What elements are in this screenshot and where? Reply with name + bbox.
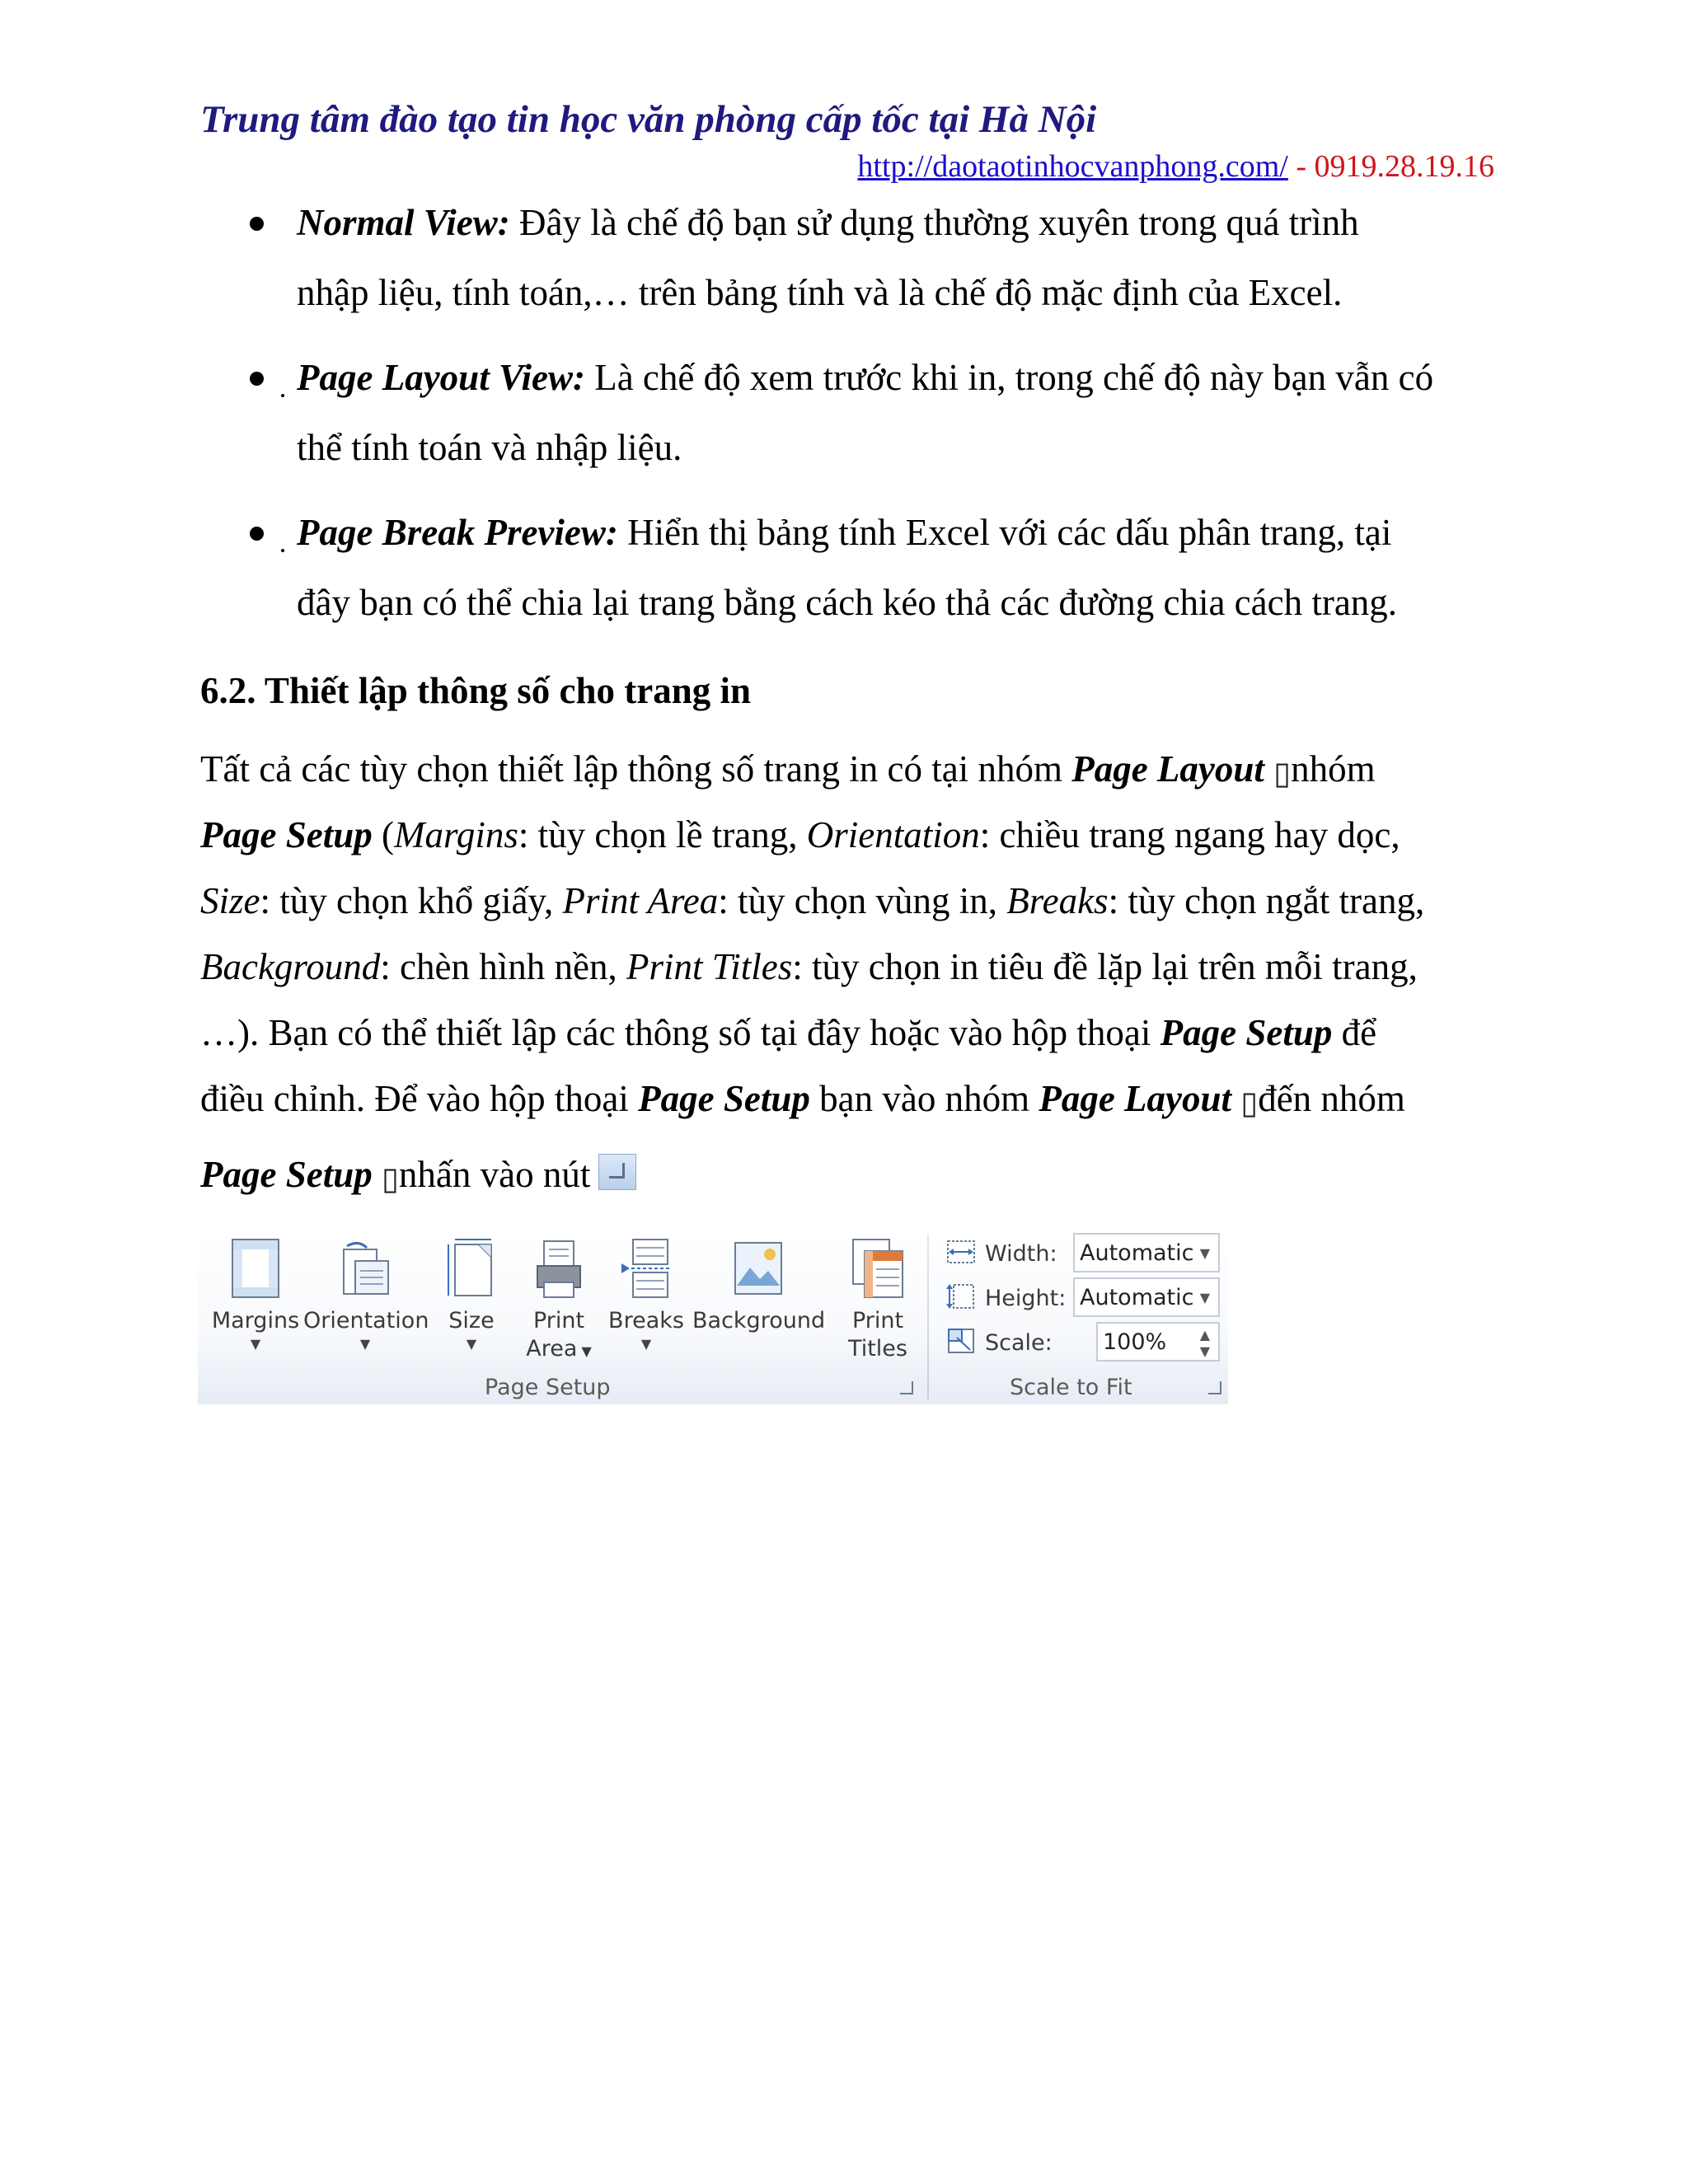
bullet-2-line-1 [297,359,1433,396]
scale-label: Scale: [985,1330,1053,1356]
contact-separator: - [1287,149,1315,184]
emphasis: Page Setup [200,814,373,855]
page-setup-dialog-launcher[interactable] [900,1381,913,1394]
italic-term: Orientation [806,814,980,855]
bullet-dot [250,217,264,231]
emphasis: Page Layout [1039,1078,1232,1119]
para-line-2 [200,814,1400,855]
height-icon [945,1282,977,1310]
bullet-1-line-2: nhập liệu, tính toán,… trên bảng tính và là chế độ mặc định của Excel. [297,272,1343,313]
stray-dot [281,394,284,397]
print-titles-label-1: Print [851,1308,904,1333]
bullet-2-text: Là chế độ xem trước khi in, trong chế độ này bạn vẫn có [584,357,1434,398]
width-icon [945,1238,977,1266]
para-line-6 [200,1078,1405,1121]
italic-term: Background [200,946,381,987]
section-heading: 6.2. Thiết lập thông số cho trang in [200,670,752,711]
text: : tùy chọn ngắt trang, [1108,880,1425,921]
text: để [1332,1012,1377,1053]
chevron-down-icon: ▼ [1199,1290,1210,1305]
stray-dot [281,549,284,552]
width-label: Width: [985,1241,1057,1267]
chevron-down-icon: ▼ [1199,1245,1210,1261]
text: …). Bạn có thể thiết lập các thông số tại đây hoặc vào hộp thoại [200,1012,1160,1053]
bullet-3-line-1 [297,514,1391,551]
phone-number: 0919.28.19.16 [1314,149,1494,184]
background-button[interactable] [692,1238,824,1335]
orientation-label: Orientation [303,1308,429,1333]
para-line-7 [200,1154,636,1197]
website-link[interactable]: http://daotaotinhocvanphong.com/ [857,149,1288,184]
para-line-5 [200,1012,1377,1053]
bullet-3-line-2: đây bạn có thể chia lại trang bằng cách kéo thả các đường chia cách trang. [297,582,1398,623]
height-value: Automatic [1080,1285,1194,1310]
margins-icon [229,1238,282,1299]
para-line-3 [200,880,1425,921]
group-divider [927,1235,929,1399]
bullet-1-line-1 [297,204,1359,241]
scale-to-fit-dialog-launcher[interactable] [1208,1381,1221,1394]
italic-term: Print Titles [626,946,793,987]
text: : tùy chọn in tiêu đề lặp lại trên mỗi trang, [792,946,1418,987]
print-titles-label-2: Titles [848,1336,907,1361]
bullet-1-term: Normal View: [297,202,510,243]
margins-label: Margins [211,1308,300,1333]
scale-icon [945,1327,977,1355]
spinner-arrows-icon[interactable]: ▲ ▼ [1199,1327,1210,1359]
breaks-label: Breaks [608,1308,684,1333]
print-area-button[interactable] [518,1238,600,1366]
dropdown-arrow-icon: ▼ [466,1336,477,1352]
italic-term: Size [200,880,260,921]
height-label: Height: [985,1286,1067,1311]
text: ( [372,814,394,855]
text: : chiều trang ngang hay dọc, [979,814,1400,855]
missing-arrow-icon: ▯ [1273,754,1292,791]
missing-arrow-icon: ▯ [382,1160,399,1197]
italic-term: Breaks [1006,880,1109,921]
size-icon [445,1238,498,1299]
size-button[interactable] [430,1238,513,1353]
print-area-icon [532,1238,585,1299]
print-titles-icon [851,1238,904,1299]
width-value: Automatic [1080,1240,1194,1266]
background-label: Background [692,1308,826,1333]
text: : chèn hình nền, [380,946,626,987]
page-layout-ribbon [198,1230,1228,1404]
bullet-1-text: Đây là chế độ bạn sử dụng thường xuyên trong quá trình [509,202,1359,243]
scale-spinner[interactable] [1096,1322,1220,1361]
breaks-icon [620,1238,673,1299]
bullet-3-term: Page Break Preview: [297,512,618,553]
text: bạn vào nhóm [809,1078,1039,1119]
page-setup-group-label: Page Setup [485,1375,611,1400]
text: đến nhóm [1258,1078,1405,1119]
emphasis: Page Layout [1071,748,1264,790]
bullet-2-term: Page Layout View: [297,357,585,398]
bullet-dot [250,527,264,541]
emphasis: Page Setup [638,1078,810,1119]
text: nhóm [1291,748,1376,790]
text: : tùy chọn khổ giấy, [260,880,563,921]
emphasis: Page Setup [1160,1012,1333,1053]
dropdown-arrow-icon: ▼ [640,1336,652,1352]
orientation-icon [339,1238,392,1299]
text: nhấn vào nút [398,1154,591,1195]
emphasis: Page Setup [200,1154,373,1195]
bullet-dot [250,372,264,386]
print-area-label-1: Print [532,1308,585,1333]
header-title: Trung tâm đào tạo tin học văn phòng cấp tốc tại Hà Nội [200,98,1097,141]
text: : tùy chọn lề trang, [518,814,807,855]
margins-button[interactable] [206,1238,305,1353]
scale-to-fit-group-label: Scale to Fit [1010,1375,1132,1400]
size-label: Size [448,1308,495,1333]
breaks-button[interactable] [605,1238,687,1353]
para-line-4 [200,946,1418,987]
text: : tùy chọn vùng in, [718,880,1007,921]
para-line-1 [200,748,1376,791]
print-titles-button[interactable] [832,1238,923,1363]
height-select[interactable] [1073,1277,1220,1317]
background-icon [732,1238,785,1299]
dropdown-arrow-icon: ▼ [250,1336,261,1352]
width-select[interactable] [1073,1233,1220,1272]
header-contact [857,148,1494,185]
print-area-label-2: Area ▼ [526,1336,592,1361]
text: Tất cả các tùy chọn thiết lập thông số trang in có tại nhóm [200,748,1072,790]
text: điều chỉnh. Để vào hộp thoại [200,1078,639,1119]
scale-value: 100% [1103,1329,1167,1355]
italic-term: Print Area [562,880,719,921]
missing-arrow-icon: ▯ [1240,1084,1259,1121]
dialog-launcher-icon [598,1154,636,1190]
italic-term: Margins [394,814,518,855]
bullet-3-text: Hiển thị bảng tính Excel với các dấu phân trang, tại [617,512,1392,553]
orientation-button[interactable] [303,1238,427,1353]
dropdown-arrow-icon: ▼ [359,1336,371,1352]
bullet-2-line-2: thể tính toán và nhập liệu. [297,427,682,468]
